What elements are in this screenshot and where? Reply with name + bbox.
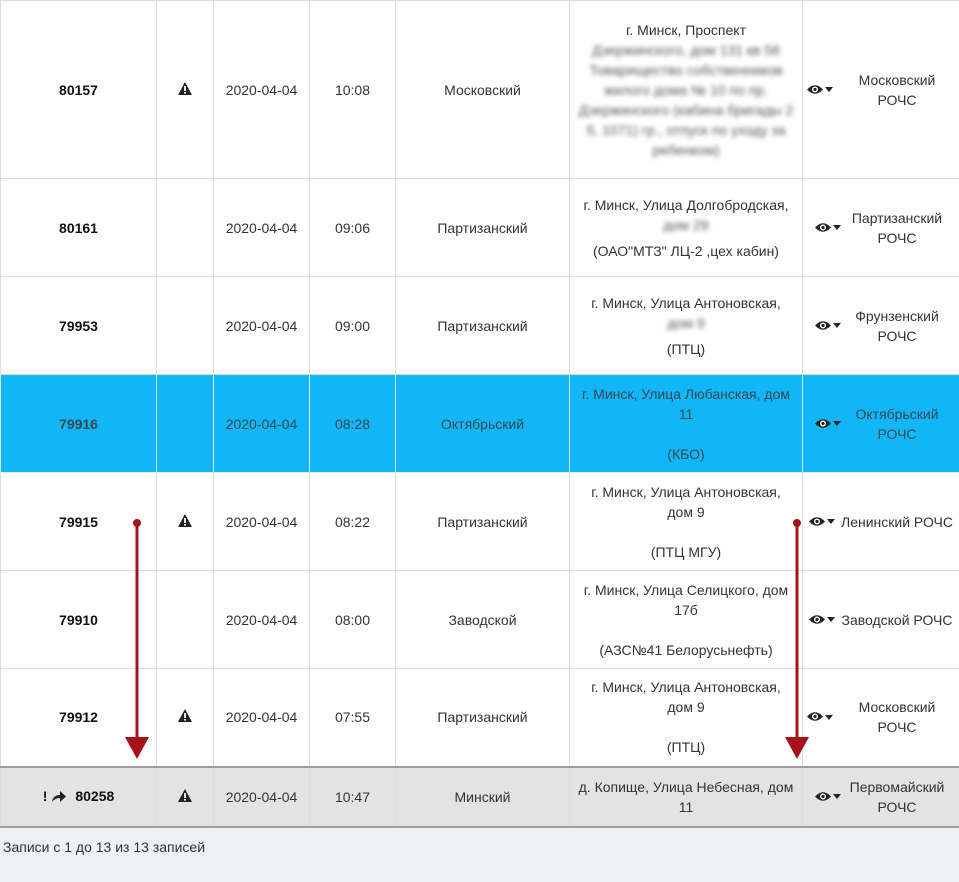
department-cell: [803, 473, 959, 571]
department-name: Первомайский РОЧС: [849, 778, 945, 815]
time-cell: 10:08: [310, 1, 396, 179]
district-cell: Партизанский: [396, 473, 570, 571]
annotation-arrow-right: [782, 515, 814, 763]
redacted-address: Дзержинского, дом 131 кв 56 Товарищество собственников жилого дома № 10 по пр. Дзержинского (кабина бригады 2 б, 1071) гр., отпуск по уходу за ребенком): [578, 41, 794, 158]
table-row[interactable]: [1, 375, 959, 473]
eye-icon: [815, 218, 831, 238]
district-cell: Партизанский: [396, 669, 570, 767]
date-cell: 2020-04-04: [214, 767, 310, 827]
view-dropdown-button[interactable]: [815, 316, 845, 336]
address-cell: [570, 669, 803, 767]
table-row[interactable]: [1, 767, 959, 827]
object-note: (ПТЦ МГУ): [650, 543, 722, 560]
department-name: Заводской РОЧС: [841, 611, 953, 628]
address-line: г. Минск, Улица Антоновская,: [591, 294, 781, 311]
date-cell: 2020-04-04: [214, 571, 310, 669]
department-name: Московский РОЧС: [858, 699, 936, 736]
department-cell: [803, 179, 959, 277]
address-line: г. Минск, Улица Селицкого, дом 17б: [583, 581, 789, 618]
warning-cell: [157, 473, 214, 571]
date-cell: 2020-04-04: [214, 669, 310, 767]
id-cell: [1, 277, 157, 375]
caret-down-icon: [833, 225, 841, 230]
district-cell: Партизанский: [396, 277, 570, 375]
warning-cell: [157, 767, 214, 827]
address-cell: [570, 571, 803, 669]
date-cell: 2020-04-04: [214, 1, 310, 179]
share-arrow-icon[interactable]: [51, 788, 67, 808]
district-cell: Московский: [396, 1, 570, 179]
table-row[interactable]: [1, 179, 959, 277]
department-name: Ленинский РОЧС: [841, 513, 953, 530]
address-line: г. Минск, Улица Долгобродская,: [583, 196, 789, 213]
date-cell: 2020-04-04: [214, 375, 310, 473]
warning-triangle-icon: [178, 80, 192, 100]
address-line: г. Минск, Улица Антоновская, дом 9: [591, 679, 781, 716]
incident-id[interactable]: 79912: [59, 709, 98, 726]
object-note: (КБО): [667, 445, 705, 462]
id-cell: [1, 1, 157, 179]
address-cell: [570, 1, 803, 179]
annotation-arrow-left: [122, 515, 154, 763]
address-line: г. Минск, Улица Любанская, дом 11: [582, 385, 790, 422]
district-cell: Заводской: [396, 571, 570, 669]
object-note: (ПТЦ): [666, 739, 706, 756]
address-line: г. Минск, Проспект: [626, 21, 746, 38]
pagination-info: Записи с 1 до 13 из 13 записей: [3, 839, 206, 855]
department-name: Октябрьский РОЧС: [855, 405, 939, 442]
object-note: (ОАО"МТЗ" ЛЦ-2 ,цех кабин): [593, 242, 779, 259]
id-cell: [1, 767, 157, 827]
district-cell: Партизанский: [396, 179, 570, 277]
department-cell: [803, 669, 959, 767]
address-cell: [570, 767, 803, 827]
time-cell: 10:47: [310, 767, 396, 827]
caret-down-icon: [833, 794, 841, 799]
caret-down-icon: [833, 421, 841, 426]
warning-triangle-icon: [178, 707, 192, 727]
alert-flag: !: [42, 787, 48, 804]
district-cell: Минский: [396, 767, 570, 827]
incident-id[interactable]: 79916: [59, 415, 98, 432]
caret-down-icon: [827, 519, 835, 524]
department-name: Партизанский РОЧС: [851, 209, 943, 246]
incident-id[interactable]: 79910: [59, 611, 98, 628]
department-name: Фрунзенский РОЧС: [855, 307, 939, 344]
date-cell: 2020-04-04: [214, 473, 310, 571]
time-cell: 09:06: [310, 179, 396, 277]
warning-cell: [157, 571, 214, 669]
time-cell: 08:00: [310, 571, 396, 669]
redacted-address: дом 29: [663, 216, 709, 233]
warning-triangle-icon: [178, 787, 192, 807]
department-name: Московский РОЧС: [858, 71, 936, 108]
eye-icon: [815, 316, 831, 336]
id-cell: [1, 179, 157, 277]
view-dropdown-button[interactable]: [815, 218, 845, 238]
eye-icon: [815, 414, 831, 434]
incident-id[interactable]: 80161: [59, 219, 98, 236]
time-cell: 08:22: [310, 473, 396, 571]
department-cell: [803, 1, 959, 179]
object-note: (АЗС№41 Белорусьнефть): [599, 641, 773, 658]
warning-cell: [157, 375, 214, 473]
incident-id[interactable]: 79915: [59, 513, 98, 530]
view-dropdown-button[interactable]: [807, 80, 837, 100]
caret-down-icon: [825, 715, 833, 720]
address-line: г. Минск, Улица Антоновская, дом 9: [591, 483, 781, 520]
date-cell: 2020-04-04: [214, 179, 310, 277]
caret-down-icon: [833, 323, 841, 328]
warning-triangle-icon: [178, 512, 192, 532]
incident-id[interactable]: 80258: [75, 787, 115, 804]
warning-cell: [157, 179, 214, 277]
district-cell: Октябрьский: [396, 375, 570, 473]
warning-cell: [157, 669, 214, 767]
address-cell: [570, 375, 803, 473]
department-cell: [803, 571, 959, 669]
warning-cell: [157, 277, 214, 375]
id-cell: [1, 375, 157, 473]
warning-cell: [157, 1, 214, 179]
redacted-address: дом 9: [667, 314, 705, 331]
time-cell: 08:28: [310, 375, 396, 473]
date-cell: 2020-04-04: [214, 277, 310, 375]
time-cell: 07:55: [310, 669, 396, 767]
address-line: д. Копище, Улица Небесная, дом 11: [578, 778, 794, 815]
view-dropdown-button[interactable]: [815, 787, 845, 807]
caret-down-icon: [825, 87, 833, 92]
eye-icon: [815, 787, 831, 807]
incident-id[interactable]: 79953: [59, 317, 98, 334]
caret-down-icon: [827, 617, 835, 622]
table-row[interactable]: [1, 277, 959, 375]
view-dropdown-button[interactable]: [815, 414, 845, 434]
address-cell: [570, 179, 803, 277]
address-cell: [570, 473, 803, 571]
table-row[interactable]: [1, 1, 959, 179]
incident-id[interactable]: 80157: [59, 81, 98, 98]
department-cell: [803, 767, 959, 827]
time-cell: 09:00: [310, 277, 396, 375]
department-cell: [803, 375, 959, 473]
object-note: (ПТЦ): [666, 340, 706, 357]
eye-icon: [807, 80, 823, 100]
department-cell: [803, 277, 959, 375]
address-cell: [570, 277, 803, 375]
